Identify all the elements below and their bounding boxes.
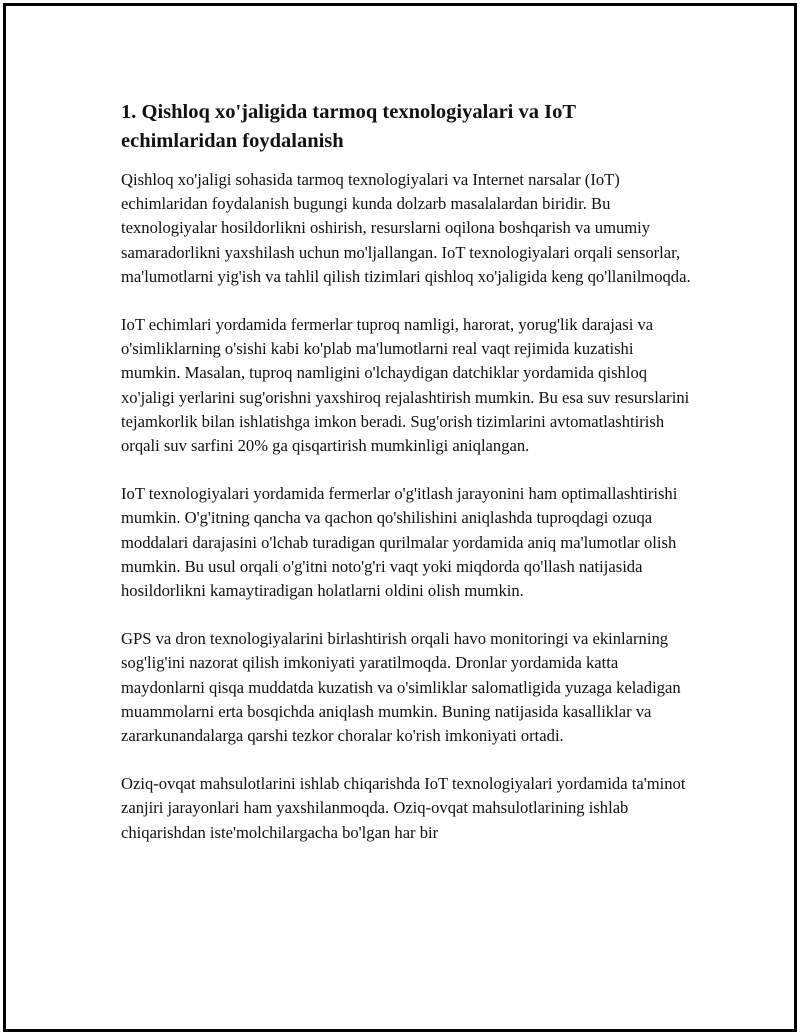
page-frame (3, 3, 797, 1032)
paragraph-soil-monitoring: IoT echimlari yordamida fermerlar tuproq namligi, harorat, yorug'lik darajasi va o'simliklarning o'sishi kabi ko'plab ma'lumotlarni real vaqt rejimida kuzatishi mumkin. Masalan, tuproq namligini o'lchaydigan datchiklar yordamida qishloq xo'jaligi yerlarini sug'orishni yaxshiroq rejalashtirish mumkin. Bu esa suv resurslarini tejamkorlik bilan ishlatishga imkon beradi. Sug'orish tizimlarini avtomatlashtirish orqali suv sarfini 20% ga qisqartirish mumkinligi aniqlangan. (121, 315, 690, 456)
section-heading: 1. Qishloq xo'jaligida tarmoq texnologiyalari va IoT echimlaridan foydalanish (121, 101, 576, 152)
paragraph-fertilization: IoT texnologiyalari yordamida fermerlar o'g'itlash jarayonini ham optimallashtirishi mumkin. O'g'itning qancha va qachon qo'shilishini aniqlashda tuproqdagi ozuqa moddalari darajasini o'lchab turadigan qurilmalar yordamida aniq ma'lumotlar olish mumkin. Bu usul orqali o'g'itni noto'g'ri vaqt yoki miqdorda qo'llash natijasida hosildorlikni kamaytiradigan holatlarni oldini olish mumkin. (121, 484, 678, 601)
document-body (121, 98, 691, 869)
paragraph-gps-drones: GPS va dron texnologiyalarini birlashtirish orqali havo monitoringi va ekinlarning sog'lig'ini nazorat qilish imkoniyati yaratilmoqda. Dronlar yordamida katta maydonlarni qisqa muddatda kuzatish va o'simliklar salomatligida yuzaga keladigan muammolarni erta bosqichda aniqlash mumkin. Buning natijasida kasalliklar va zararkunandalarga qarshi tezkor choralar ko'rish imkoniyati ortadi. (121, 629, 681, 746)
paragraph-intro: Qishloq xo'jaligi sohasida tarmoq texnologiyalari va Internet narsalar (IoT) echimlaridan foydalanish bugungi kunda dolzarb masalalardan biridir. Bu texnologiyalar hosildorlikni oshirish, resurslarni oqilona boshqarish va umumiy samaradorlikni yaxshilash uchun mo'ljallangan. IoT texnologiyalari orqali sensorlar, ma'lumotlarni yig'ish va tahlil qilish tizimlari qishloq xo'jaligida keng qo'llanilmoqda. (121, 170, 691, 286)
paragraph-supply-chain: Oziq-ovqat mahsulotlarini ishlab chiqarishda IoT texnologiyalari yordamida ta'minot zanjiri jarayonlari ham yaxshilanmoqda. Oziq-ovqat mahsulotlarining ishlab chiqarishdan iste'molchilargacha bo'lgan har bir (121, 774, 686, 842)
